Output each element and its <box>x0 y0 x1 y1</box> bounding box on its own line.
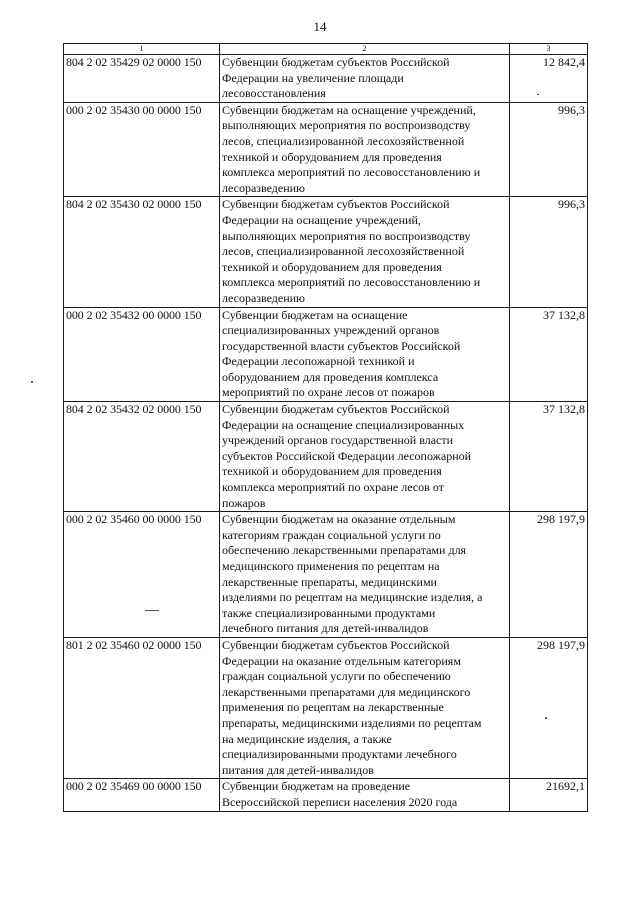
revenue-name <box>220 637 510 778</box>
table-header <box>64 44 588 55</box>
amount: 12 842,4 <box>510 55 588 103</box>
revenue-name-line: Субвенции бюджетам на проведение <box>222 779 411 794</box>
revenue-name-line: категориям граждан социальной услуги по <box>222 527 441 542</box>
revenue-name-line: мероприятий по охране лесов от пожаров <box>222 385 435 400</box>
amount: 37 132,8 <box>510 307 588 402</box>
revenue-name-line: изделиями по рецептам на медицинские изделия, а <box>222 590 483 605</box>
revenue-name-line: Федерации на оснащение специализированных <box>222 417 465 432</box>
revenue-name <box>220 55 510 103</box>
revenue-name-line: пожаров <box>222 495 266 510</box>
amount: 21692,1 <box>510 779 588 811</box>
scan-speck <box>145 610 159 611</box>
budget-code: 801 2 02 35460 02 0000 150 <box>64 637 220 778</box>
amount: 298 197,9 <box>510 512 588 638</box>
revenue-name-line: лекарственные препараты, медицинскими <box>222 574 437 589</box>
revenue-name-line: также специализированными продуктами <box>222 605 436 620</box>
revenue-name-line: субъектов Российской Федерации лесопожарной <box>222 448 472 463</box>
budget-table <box>63 43 588 812</box>
amount: 996,3 <box>510 102 588 197</box>
revenue-name-line: комплекса мероприятий по лесовосстановлению и <box>222 275 481 290</box>
revenue-name-line: Субвенции бюджетам на оказание отдельным <box>222 512 456 527</box>
revenue-name-line: учреждений органов государственной власти <box>222 433 454 448</box>
revenue-name-line: комплекса мероприятий по охране лесов от <box>222 480 444 495</box>
column-header-3: 3 <box>510 44 588 55</box>
revenue-name-line: государственной власти субъектов Российской <box>222 338 461 353</box>
budget-code: 000 2 02 35432 00 0000 150 <box>64 307 220 402</box>
revenue-name <box>220 197 510 307</box>
revenue-name-line: техникой и оборудованием для проведения <box>222 259 442 274</box>
revenue-name-line: техникой и оборудованием для проведения <box>222 149 442 164</box>
revenue-name-line: применения по рецептам на лекарственные <box>222 700 444 715</box>
revenue-name-line: комплекса мероприятий по лесовосстановлению и <box>222 165 481 180</box>
revenue-name-line: выполняющих мероприятия по воспроизводству <box>222 228 471 243</box>
revenue-name-line: граждан социальной услуги по обеспечению <box>222 669 451 684</box>
table-row <box>64 55 588 103</box>
revenue-name-line: лесоразведению <box>222 290 306 305</box>
table-row <box>64 512 588 638</box>
revenue-name <box>220 102 510 197</box>
revenue-name-line: Субвенции бюджетам субъектов Российской <box>222 637 450 652</box>
page-number: 14 <box>313 19 327 34</box>
revenue-name-line: Федерации на оказание отдельным категориям <box>222 653 461 668</box>
revenue-name-line: Федерации на увеличение площади <box>222 70 404 85</box>
revenue-name-line: Всероссийской переписи населения 2020 года <box>222 794 458 809</box>
table-row <box>64 402 588 512</box>
table-row <box>64 102 588 197</box>
revenue-name-line: специализированными продуктами лечебного <box>222 747 457 762</box>
budget-code: 804 2 02 35430 02 0000 150 <box>64 197 220 307</box>
revenue-name-line: Федерации лесопожарной техникой и <box>222 354 415 369</box>
column-header-2: 2 <box>220 44 510 55</box>
table-row <box>64 637 588 778</box>
revenue-name-line: обеспечению лекарственными препаратами для <box>222 543 467 558</box>
amount: 37 132,8 <box>510 402 588 512</box>
revenue-name <box>220 779 510 811</box>
revenue-name-line: Субвенции бюджетам субъектов Российской <box>222 197 450 212</box>
table-row <box>64 307 588 402</box>
revenue-name-line: оборудованием для проведения комплекса <box>222 369 439 384</box>
revenue-name <box>220 402 510 512</box>
revenue-name-line: Федерации на оснащение учреждений, <box>222 212 421 227</box>
revenue-name <box>220 307 510 402</box>
revenue-name-line: Субвенции бюджетам на оснащение учреждений, <box>222 102 476 117</box>
scan-speck <box>537 94 539 95</box>
revenue-name-line: лесов, специализированной лесохозяйственной <box>222 133 465 148</box>
revenue-name-line: лечебного питания для детей-инвалидов <box>222 621 429 636</box>
budget-code: 804 2 02 35432 02 0000 150 <box>64 402 220 512</box>
amount: 298 197,9 <box>510 637 588 778</box>
revenue-name <box>220 512 510 638</box>
revenue-name-line: питания для детей-инвалидов <box>222 762 374 777</box>
table-body <box>64 55 588 812</box>
column-header-1: 1 <box>64 44 220 55</box>
revenue-name-line: техникой и оборудованием для проведения <box>222 464 442 479</box>
revenue-name-line: выполняющих мероприятия по воспроизводству <box>222 118 471 133</box>
revenue-name-line: Субвенции бюджетам на оснащение <box>222 307 408 322</box>
scan-speck <box>31 381 33 383</box>
budget-code: 000 2 02 35460 00 0000 150 <box>64 512 220 638</box>
column-number-row <box>64 44 588 55</box>
revenue-name-line: препараты, медицинскими изделиями по рецептам <box>222 715 482 730</box>
budget-code: 804 2 02 35429 02 0000 150 <box>64 55 220 103</box>
revenue-name-line: лекарственными препаратами для медицинского <box>222 684 471 699</box>
revenue-name-line: Субвенции бюджетам субъектов Российской <box>222 402 450 417</box>
revenue-name-line: лесов, специализированной лесохозяйственной <box>222 244 465 259</box>
revenue-name-line: лесоразведению <box>222 180 306 195</box>
amount: 996,3 <box>510 197 588 307</box>
table-row <box>64 197 588 307</box>
revenue-name-line: лесовосстановления <box>222 86 326 101</box>
revenue-name-line: на медицинские изделия, а также <box>222 731 392 746</box>
budget-code: 000 2 02 35469 00 0000 150 <box>64 779 220 811</box>
revenue-name-line: Субвенции бюджетам субъектов Российской <box>222 55 450 69</box>
table-row <box>64 779 588 811</box>
revenue-name-line: медицинского применения по рецептам на <box>222 559 440 573</box>
revenue-name-line: специализированных учреждений органов <box>222 323 440 338</box>
scan-speck <box>545 717 547 719</box>
budget-code: 000 2 02 35430 00 0000 150 <box>64 102 220 197</box>
